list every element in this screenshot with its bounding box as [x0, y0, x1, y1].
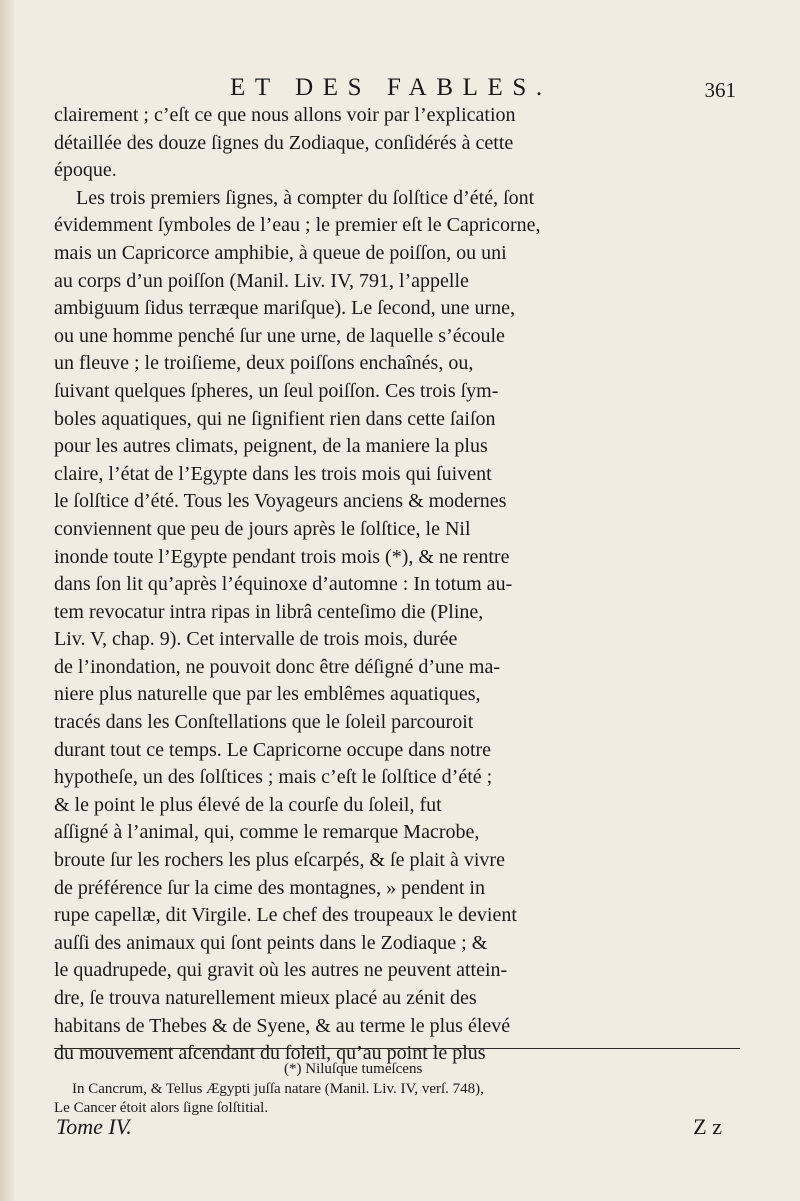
- text-line-text: niere plus naturelle que par les emblêmes aquatiques,: [54, 683, 481, 706]
- text-line-text: hypotheſe, un des ſolſtices ; mais c’eſt le ſolſtice d’été ;: [54, 766, 493, 789]
- footnote-line: [54, 1060, 740, 1080]
- text-line: [54, 295, 740, 323]
- text-line-text: un fleuve ; le troiſieme, deux poiſſons enchaînés, ou,: [54, 352, 474, 375]
- text-line: [54, 488, 740, 516]
- text-line: [54, 157, 740, 185]
- text-line: [54, 461, 740, 489]
- text-line: [54, 350, 740, 378]
- text-line: [54, 819, 740, 847]
- text-line: [54, 847, 740, 875]
- page-gutter-shadow: [0, 0, 14, 1201]
- footnote-line: [54, 1080, 740, 1100]
- text-line-text: mais un Capricorce amphibie, à queue de poiſſon, ou uni: [54, 241, 507, 264]
- text-line: [54, 957, 740, 985]
- footnote-line-text: In Cancrum, & Tellus Ægypti juſſa natare (Manil. Liv. IV, verſ. 748),: [72, 1080, 484, 1097]
- text-line-text: aſſigné à l’animal, qui, comme le remarque Macrobe,: [54, 821, 480, 844]
- text-line-text: époque.: [54, 159, 117, 182]
- footnote-line-text: Le Cancer étoit alors ſigne ſolſtitial.: [54, 1100, 269, 1116]
- text-line: [54, 875, 740, 903]
- body-text: [54, 102, 740, 1068]
- text-line-text: dans ſon lit qu’après l’équinoxe d’automne : In totum au-: [54, 573, 513, 596]
- text-line: [54, 185, 740, 213]
- text-line-text: & le point le plus élevé de la courſe du ſoleil, fut: [54, 793, 442, 816]
- text-line-text: auſſi des animaux qui ſont peints dans le Zodiaque ; &: [54, 931, 488, 954]
- footnote-separator-rule: [54, 1048, 740, 1049]
- text-line: [54, 654, 740, 682]
- text-line-text: ou une homme penché ſur une urne, de laquelle s’écoule: [54, 324, 505, 347]
- text-line-text: tem revocatur intra ripas in librâ centeſimo die (Pline,: [54, 600, 484, 623]
- text-line: [54, 792, 740, 820]
- text-line: [54, 681, 740, 709]
- text-line: [54, 516, 740, 544]
- text-line: [54, 212, 740, 240]
- signature-mark: Z z: [693, 1114, 722, 1139]
- text-line-text: évidemment ſymboles de l’eau ; le premier eſt le Capricorne,: [54, 214, 541, 237]
- text-line-text: de l’inondation, ne pouvoit donc être déſigné d’une ma-: [54, 655, 500, 678]
- text-line-text: ambiguum ſidus terræque mariſque). Le ſecond, une urne,: [54, 297, 515, 320]
- text-line: [54, 544, 740, 572]
- text-line-text: durant tout ce temps. Le Capricorne occupe dans notre: [54, 738, 492, 761]
- text-line-text: Liv. V, chap. 9). Cet intervalle de trois mois, durée: [54, 628, 458, 651]
- text-line-text: broute ſur les rochers les plus eſcarpés, & ſe plait à vivre: [54, 849, 505, 872]
- footnote-line-text: (*) Niluſque tumeſcens: [284, 1061, 423, 1077]
- text-line-text: inonde toute l’Egypte pendant trois mois (*), & ne rentre: [54, 545, 510, 568]
- text-line: [54, 985, 740, 1013]
- text-line-text: au corps d’un poiſſon (Manil. Liv. IV, 791, l’appelle: [54, 269, 469, 292]
- text-line-text: boles aquatiques, qui ne ſignifient rien dans cette ſaiſon: [54, 407, 496, 430]
- running-head-title: ET DES FABLES.: [230, 74, 552, 101]
- text-line: [54, 737, 740, 765]
- text-line-text: de préférence ſur la cime des montagnes, » pendent in: [54, 876, 485, 899]
- text-line: [54, 764, 740, 792]
- text-line: [54, 130, 740, 158]
- text-line: [54, 626, 740, 654]
- volume-label: Tome IV.: [56, 1114, 132, 1139]
- text-line: [54, 240, 740, 268]
- text-line-text: habitans de Thebes & de Syene, & au terme le plus élevé: [54, 1014, 511, 1037]
- text-line-text: pour les autres climats, peignent, de la maniere la plus: [54, 435, 488, 458]
- text-line: [54, 1013, 740, 1041]
- text-line: [54, 571, 740, 599]
- text-line: [54, 323, 740, 351]
- text-line-text: le ſolſtice d’été. Tous les Voyageurs anciens & modernes: [54, 490, 507, 513]
- text-line-text: Les trois premiers ſignes, à compter du ſolſtice d’été, ſont: [76, 186, 535, 209]
- text-line: [54, 433, 740, 461]
- text-line: [54, 709, 740, 737]
- text-line: [54, 902, 740, 930]
- footnote: [54, 1060, 740, 1119]
- text-line-text: le quadrupede, qui gravit où les autres ne peuvent attein-: [54, 959, 508, 982]
- text-line-text: rupe capellæ, dit Virgile. Le chef des troupeaux le devient: [54, 904, 517, 927]
- text-line-text: claire, l’état de l’Egypte dans les trois mois qui ſuivent: [54, 462, 492, 485]
- signature-line: [56, 1114, 740, 1142]
- text-line-text: détaillée des douze ſignes du Zodiaque, conſidérés à cette: [54, 131, 514, 154]
- text-line: [54, 930, 740, 958]
- text-line-text: conviennent que peu de jours après le ſolſtice, le Nil: [54, 517, 471, 540]
- text-line: [54, 599, 740, 627]
- text-line: [54, 102, 740, 130]
- text-line-text: du mouvement aſcendant du ſoleil, qu’au point le plus: [54, 1042, 486, 1065]
- text-line: [54, 268, 740, 296]
- text-line-text: ſuivant quelques ſpheres, un ſeul poiſſon. Ces trois ſym-: [54, 379, 499, 402]
- page-number: 361: [704, 78, 736, 102]
- text-line: [54, 378, 740, 406]
- text-line: [54, 406, 740, 434]
- text-line-text: clairement ; c’eſt ce que nous allons voir par l’explication: [54, 104, 516, 126]
- text-line-text: dre, ſe trouva naturellement mieux placé au zénit des: [54, 987, 477, 1009]
- text-line-text: tracés dans les Conſtellations que le ſoleil parcouroit: [54, 711, 474, 734]
